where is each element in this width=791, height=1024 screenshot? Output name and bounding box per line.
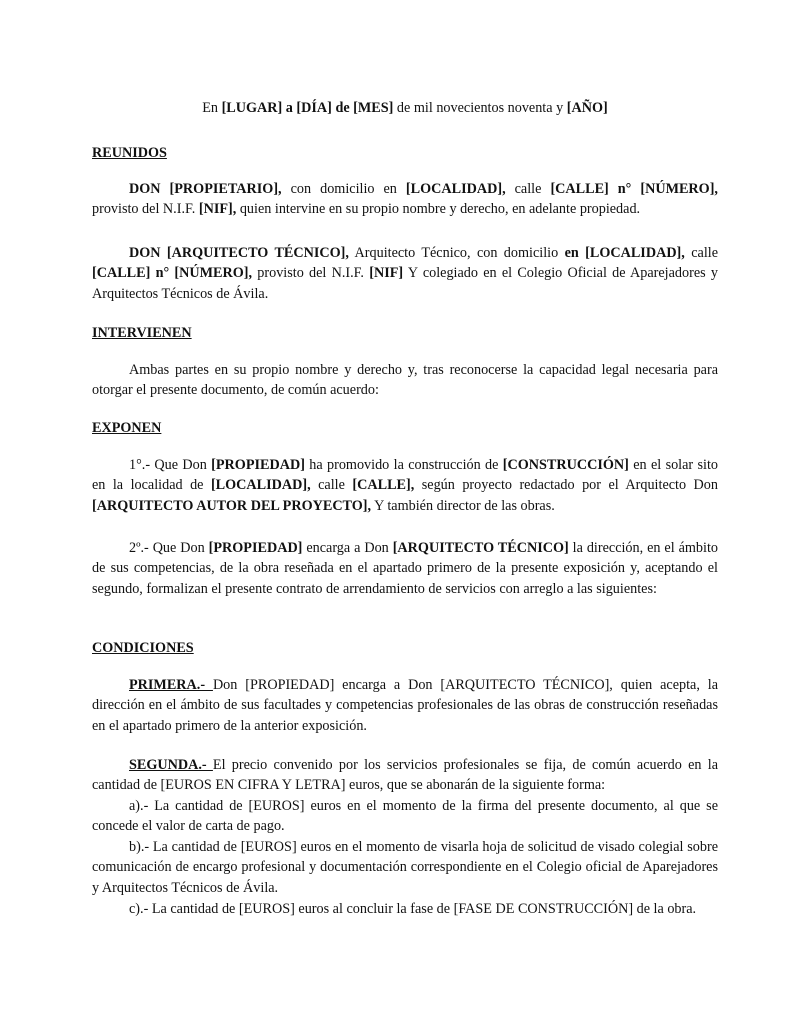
heading-exponen: EXPONEN xyxy=(92,420,162,436)
site-locality: [LOCALIDAD], xyxy=(210,477,311,494)
text-run: encarga a Don xyxy=(302,540,393,556)
opening-text-2: de mil novecientos noventa y xyxy=(393,100,567,116)
opening-year: [AÑO] xyxy=(566,100,608,116)
opening-place-date: [LUGAR] a [DÍA] de [MES] xyxy=(221,100,394,116)
owner-locality: [LOCALIDAD], xyxy=(405,181,506,197)
segunda-item-c: c).- La cantidad de [EUROS] euros al concluir la fase de [FASE DE CONSTRUCCIÓN] de la obra. xyxy=(129,901,697,917)
opening-line xyxy=(92,98,718,118)
text-run: 2º.- Que Don xyxy=(129,540,209,556)
technician-locality: en [LOCALIDAD], xyxy=(564,245,685,261)
reunidos-paragraph-1 xyxy=(92,179,718,220)
project-architect: [ARQUITECTO AUTOR DEL PROYECTO], xyxy=(92,497,372,514)
text-run: Y colegiado en el Colegio Oficial de Aparejadores y Arquitectos Técnicos de Ávila. xyxy=(92,265,718,302)
heading-condiciones: CONDICIONES xyxy=(92,640,194,656)
text-run: en el solar sito en la localidad de xyxy=(92,457,718,494)
heading-intervienen: INTERVIENEN xyxy=(92,325,192,341)
technician-name: DON [ARQUITECTO TÉCNICO], xyxy=(129,245,349,261)
primera-label: PRIMERA.- xyxy=(129,677,213,693)
text-run: ha promovido la construcción de xyxy=(304,457,503,473)
owner-street: [CALLE] n° [NÚMERO], xyxy=(550,181,718,197)
text-run: calle xyxy=(310,477,353,494)
opening-text-1: En xyxy=(202,100,222,116)
property-name: [PROPIEDAD] xyxy=(208,540,303,556)
text-run: Y también director de las obras. xyxy=(371,497,555,514)
segunda-label: SEGUNDA.- xyxy=(129,757,213,773)
technician-name: [ARQUITECTO TÉCNICO] xyxy=(392,540,569,556)
exponen-paragraph-2 xyxy=(92,538,718,599)
heading-reunidos: REUNIDOS xyxy=(92,145,167,161)
segunda-text: El precio convenido por los servicios profesionales se fija, de común acuerdo en la cantidad de [EUROS EN CIFRA Y LETRA] euros, que se abonarán de la siguiente forma: xyxy=(92,757,718,794)
property-name: [PROPIEDAD] xyxy=(211,457,305,473)
intervienen-paragraph: Ambas partes en su propio nombre y derecho y, tras reconocerse la capacidad legal necesaria para otorgar el presente documento, de común acuerdo: xyxy=(92,362,718,399)
text-run: Arquitecto Técnico, con domicilio xyxy=(348,245,565,261)
condicion-segunda xyxy=(92,755,718,796)
exponen-paragraph-1 xyxy=(92,455,718,516)
text-run: con domicilio en xyxy=(281,181,406,197)
text-run: la dirección, en el ámbito de sus competencias, de la obra reseñada en el apartado primero de la presente exposición y, aceptando el segundo, formalizan el presente contrato de arrendamiento de servicios con arreglo a las siguientes: xyxy=(92,540,718,597)
text-run: quien intervine en su propio nombre y derecho, en adelante propiedad. xyxy=(236,201,641,218)
primera-text: Don [PROPIEDAD] encarga a Don [ARQUITECTO TÉCNICO], quien acepta, la dirección en el ámbito de sus facultades y competencias profesionales de las obras de construcción reseñadas en el apartado primero de la anterior exposición. xyxy=(92,677,718,734)
text-run: provisto del N.I.F. xyxy=(92,201,199,218)
segunda-item-b: b).- La cantidad de [EUROS] euros en el momento de visarla hoja de solicitud de visado colegial sobre comunicación de encargo profesional y documentación correspondiente en el Colegio oficial de Aparejadores y Arquitectos Técnicos de Ávila. xyxy=(92,839,718,896)
technician-street: [CALLE] n° [NÚMERO], xyxy=(92,265,253,282)
text-run: calle xyxy=(684,245,718,261)
text-run: según proyecto redactado por el Arquitecto Don xyxy=(414,477,718,494)
owner-nif: [NIF], xyxy=(198,201,237,218)
text-run: calle xyxy=(505,181,551,197)
text-run: 1°.- Que Don xyxy=(129,457,212,473)
condicion-primera xyxy=(92,675,718,736)
technician-nif: [NIF] xyxy=(369,265,404,282)
segunda-item-a: a).- La cantidad de [EUROS] euros en el momento de la firma del presente documento, al que se concede el valor de carta de pago. xyxy=(92,798,718,835)
owner-name: DON [PROPIETARIO], xyxy=(129,181,282,197)
site-street: [CALLE], xyxy=(352,477,415,494)
construction-name: [CONSTRUCCIÓN] xyxy=(502,457,629,473)
text-run: provisto del N.I.F. xyxy=(252,265,370,282)
reunidos-paragraph-2 xyxy=(92,243,718,304)
